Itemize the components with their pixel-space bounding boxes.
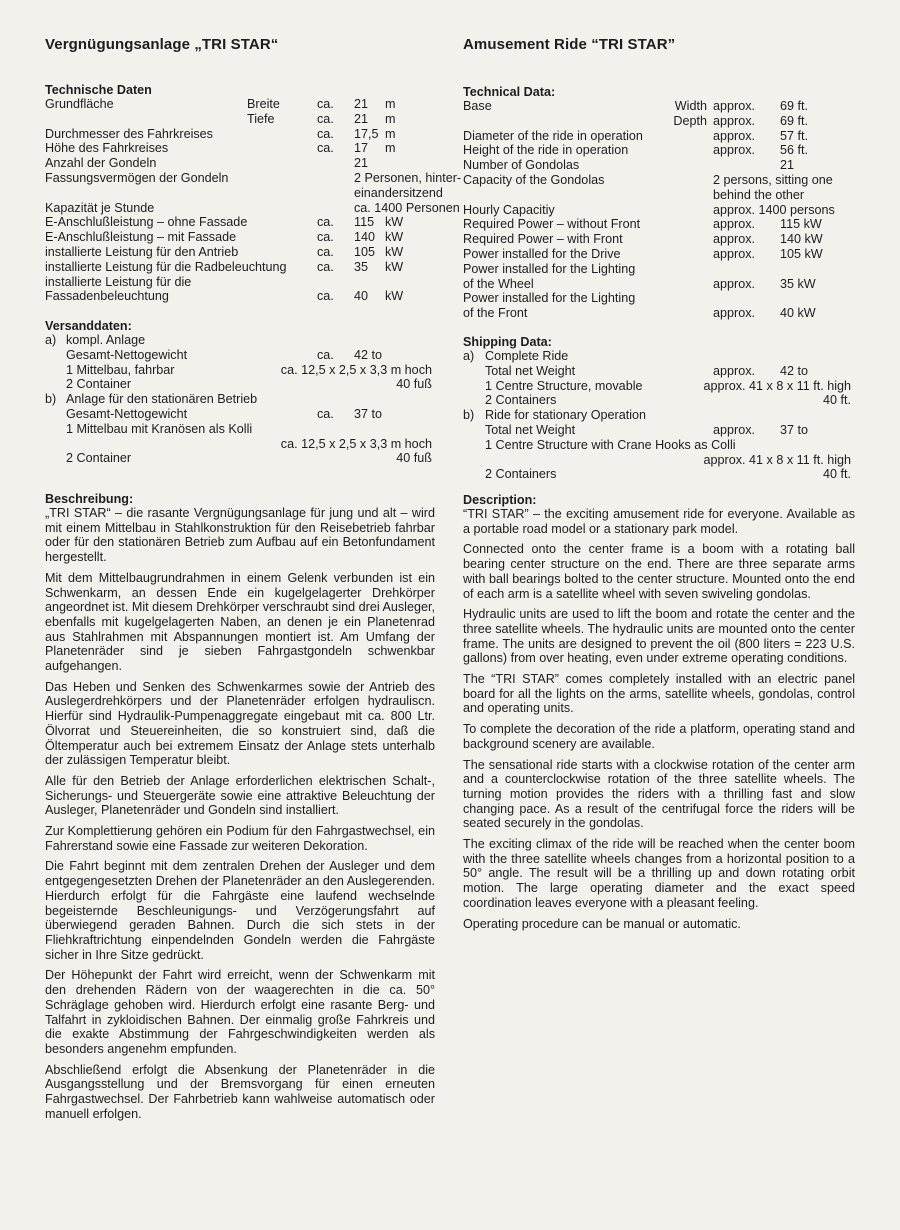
- spec-row: [463, 247, 855, 262]
- ship-value: 42 to: [354, 347, 383, 362]
- ship-row: [45, 437, 435, 452]
- spec-label: installierte Leistung für die Radbeleuchtung: [45, 259, 287, 274]
- spec-row: [463, 158, 855, 173]
- ship-detail: 2 Containers: [485, 393, 557, 408]
- spec-approx: behind the other: [713, 187, 805, 202]
- description-paragraph: Alle für den Betrieb der Anlage erforderlichen elektrischen Schalt-, Sicherungs- und Steuergeräte sowie eine attraktive Beleuchtung der Ausleger, Planetenräder und Gondeln sind installiert.: [45, 773, 435, 818]
- ship-detail: Total net Weight: [485, 363, 576, 378]
- spec-label: Fassadenbeleuchtung: [45, 289, 169, 304]
- spec-label: Höhe des Fahrkreises: [45, 141, 169, 156]
- spec-value: einandersitzend: [354, 185, 443, 200]
- spec-value: 105: [354, 244, 376, 259]
- spec-value: 69 ft.: [780, 99, 809, 113]
- spec-label: Height of the ride in operation: [463, 143, 629, 158]
- spec-approx: approx.: [713, 99, 756, 113]
- spec-label: Base: [463, 99, 492, 113]
- ship-row: [463, 364, 855, 379]
- german-tech-heading: Technische Daten: [45, 83, 152, 97]
- spec-value: 2 Personen, hinter-: [354, 170, 462, 185]
- spec-value: 21: [354, 111, 369, 126]
- ship-value: approx. 41 x 8 x 11 ft. high: [703, 452, 851, 467]
- spec-approx: ca.: [317, 215, 334, 230]
- ship-item: Anlage für den stationären Betrieb: [66, 392, 258, 407]
- spec-label: Capacity of the Gondolas: [463, 172, 605, 187]
- ship-value: 40 ft.: [822, 467, 851, 482]
- ship-value: 40 fuß: [396, 377, 432, 392]
- ship-detail: 1 Centre Structure, movable: [485, 378, 643, 393]
- spec-label: Required Power – with Front: [463, 232, 623, 247]
- ship-value: 37 to: [354, 406, 383, 421]
- spec-row: [463, 291, 855, 306]
- spec-value: 57 ft.: [780, 128, 809, 143]
- spec-unit: kW: [385, 244, 404, 259]
- spec-row: [463, 203, 855, 218]
- spec-unit: m: [385, 111, 396, 126]
- german-shipping-heading: Versanddaten:: [45, 319, 132, 333]
- spec-label: E-Anschlußleistung – ohne Fassade: [45, 215, 248, 230]
- spec-label: of the Front: [463, 306, 528, 321]
- spec-approx: ca.: [317, 111, 334, 126]
- description-paragraph: The sensational ride starts with a clockwise rotation of the center arm and a counterclockwise rotation of the three satellite wheels. The turning motion provides the riders with a thrilling fast and slow changing pace. As a result of the centrifugal force the riders will be seated securely in the gondolas.: [463, 757, 855, 831]
- german-description: [45, 506, 435, 1127]
- spec-label: Hourly Capacitiy: [463, 202, 555, 217]
- spec-value: 21: [354, 97, 369, 111]
- description-paragraph: Die Fahrt beginnt mit dem zentralen Drehen der Ausleger und dem entgegengesetzten Drehen der Planetenräder an den Auslegerenden. Hierdurch erfolgt für die Fahrgäste eine laufend wechselnde begeisternde Beschleunigungs- und Verzögerungsfahrt auf überwiegend geraden Bahnen. Durch die sich stets in der Fliehkraftrichtung einpendelnden Gondeln werden die Fahrgäste sicher in Ihre Sitze gedrückt.: [45, 859, 435, 962]
- spec-value: 21: [354, 156, 369, 171]
- spec-unit: kW: [385, 230, 404, 245]
- description-paragraph: Das Heben und Senken des Schwenkarmes sowie der Antrieb des Auslegerdrehkörpers und der Planetenräder erfolgen hydrauliscn. Hierfür sind Hydraulik-Pumpenaggregate eingebaut mit ca. 800 Ltr. Ölvorrat und Steuereinheiten, die so konstruiert sind, daß die Öltemperatur auch bei extremem Einsatz der Anlage stets unterhalb der zulässigen Temperatur bleibt.: [45, 679, 435, 768]
- spec-unit: m: [385, 141, 396, 156]
- spec-row: [463, 188, 855, 203]
- spec-sublabel: Width: [674, 99, 707, 113]
- spec-label: Diameter of the ride in operation: [463, 128, 643, 143]
- spec-row: [45, 97, 435, 112]
- spec-row: [45, 245, 435, 260]
- ship-row: [463, 379, 855, 394]
- spec-unit: m: [385, 97, 396, 111]
- spec-unit: kW: [385, 215, 404, 230]
- spec-value: 17: [354, 141, 369, 156]
- spec-label: Number of Gondolas: [463, 158, 580, 173]
- ship-item: Complete Ride: [485, 349, 569, 363]
- spec-approx: 2 persons, sitting one: [713, 172, 833, 187]
- ship-marker: a): [45, 333, 57, 347]
- description-paragraph: Connected onto the center frame is a boom with a rotating ball bearing center structure on the end. There are three separate arms with ball bearings bolted to the center structure. Mounted onto the end of each arm is a satellite wheel with seven swiveling gondolas.: [463, 542, 855, 601]
- spec-value: 140 kW: [780, 232, 823, 247]
- spec-sublabel: Depth: [673, 113, 707, 128]
- spec-label: installierte Leistung für den Antrieb: [45, 244, 239, 259]
- spec-approx: approx.: [713, 128, 756, 143]
- spec-approx: approx.: [713, 217, 756, 232]
- ship-row: [463, 453, 855, 468]
- german-description-heading: Beschreibung:: [45, 492, 134, 506]
- spec-row: [463, 262, 855, 277]
- ship-value: 40 fuß: [396, 451, 432, 466]
- spec-value: 21: [780, 158, 795, 173]
- spec-row: [463, 217, 855, 232]
- spec-row: [45, 170, 462, 186]
- spec-value: 105 kW: [780, 246, 823, 261]
- spec-row: [463, 232, 855, 247]
- english-tech-table: [463, 99, 855, 321]
- ship-detail: Total net Weight: [485, 422, 576, 437]
- spec-value: 35: [354, 259, 369, 274]
- spec-sublabel: Breite: [247, 97, 280, 111]
- ship-row: [45, 333, 435, 348]
- description-paragraph: To complete the decoration of the ride a platform, operating stand and background scenery are available.: [463, 722, 855, 751]
- german-title: Vergnügungsanlage „TRI STAR“: [45, 36, 279, 53]
- spec-label: Grundfläche: [45, 97, 114, 111]
- ship-row: [45, 422, 435, 437]
- ship-approx: ca.: [317, 406, 334, 421]
- spec-approx: approx.: [713, 113, 756, 128]
- ship-value: ca. 12,5 x 2,5 x 3,3 m hoch: [280, 362, 432, 377]
- ship-approx: approx.: [713, 363, 756, 378]
- spec-value: ca. 1400 Personen: [354, 200, 460, 215]
- spec-unit: kW: [385, 259, 404, 274]
- spec-approx: approx.: [713, 276, 756, 291]
- spec-approx: ca.: [317, 141, 334, 156]
- spec-row: [45, 260, 435, 275]
- ship-row: [463, 438, 855, 453]
- spec-row: [463, 99, 855, 114]
- ship-row: [45, 392, 435, 407]
- spec-row: [45, 215, 435, 230]
- ship-detail: 2 Container: [66, 377, 132, 392]
- spec-value: 56 ft.: [780, 143, 809, 158]
- spec-value: 115: [354, 215, 375, 230]
- description-paragraph: “TRI STAR” – the exciting amusement ride for everyone. Available as a portable road model or a stationary park model.: [463, 507, 855, 536]
- ship-row: [463, 393, 855, 408]
- spec-label: Fassungsvermögen der Gondeln: [45, 170, 229, 185]
- ship-marker: b): [463, 408, 475, 423]
- ship-row: [463, 467, 855, 482]
- ship-row: [463, 408, 855, 423]
- ship-marker: a): [463, 349, 475, 363]
- spec-label: Anzahl der Gondeln: [45, 156, 157, 171]
- spec-unit: m: [385, 126, 396, 141]
- description-paragraph: Mit dem Mittelbaugrundrahmen in einem Gelenk verbunden ist ein Schwenkarm, an dessen Ende ein kugelgelagerter Drehkörper angeordnet ist. Mit diesem Drehkörper verschraubt sind drei Ausleger, ebenfalls mit kugelgelagerten Naben, an denen je ein Planetenrad aus Stahlrahmen mit Abspannungen montiert ist. Am Umfang der Planetenräder sind je sieben Fahrgastgondeln schwenkbar aufgehangen.: [45, 570, 435, 674]
- ship-detail: Gesamt-Nettogewicht: [66, 347, 188, 362]
- spec-approx: approx.: [713, 143, 756, 158]
- spec-approx: ca.: [317, 126, 334, 141]
- ship-marker: b): [45, 392, 57, 407]
- description-paragraph: Zur Komplettierung gehören ein Podium für den Fahrgastwechsel, ein Fahrerstand sowie eine Fassade zur weiteren Dekoration.: [45, 824, 435, 853]
- ship-row: [45, 451, 435, 466]
- spec-label: Power installed for the Lighting: [463, 291, 636, 306]
- spec-row: [45, 127, 435, 142]
- spec-approx: ca.: [317, 244, 334, 259]
- spec-approx: ca.: [317, 230, 334, 245]
- spec-value: 17,5: [354, 126, 379, 141]
- spec-approx: ca.: [317, 289, 334, 304]
- spec-approx: approx. 1400 persons: [713, 202, 835, 217]
- ship-row: [45, 363, 435, 378]
- spec-row: [463, 306, 855, 321]
- ship-detail: 2 Containers: [485, 467, 557, 482]
- ship-value: ca. 12,5 x 2,5 x 3,3 m hoch: [280, 436, 432, 451]
- spec-label: Durchmesser des Fahrkreises: [45, 126, 213, 141]
- english-description-heading: Description:: [463, 493, 537, 507]
- spec-row: [45, 230, 435, 245]
- spec-sublabel: Tiefe: [247, 111, 275, 126]
- english-shipping-heading: Shipping Data:: [463, 335, 552, 349]
- ship-detail: 1 Mittelbau mit Kranösen als Kolli: [66, 421, 253, 436]
- spec-label: installierte Leistung für die: [45, 274, 192, 289]
- spec-value: 69 ft.: [780, 113, 809, 128]
- spec-row: [45, 141, 435, 156]
- spec-label: Kapazität je Stunde: [45, 200, 155, 215]
- ship-detail: 1 Centre Structure with Crane Hooks as Colli: [485, 437, 736, 452]
- ship-item: kompl. Anlage: [66, 333, 146, 347]
- spec-value: 115 kW: [780, 217, 822, 232]
- ship-detail: Gesamt-Nettogewicht: [66, 406, 188, 421]
- description-paragraph: The exciting climax of the ride will be reached when the center boom with the three satellite wheels changes from a horizontal position to a 50° angle. The result will be a thrilling up and down rotating orbit motion. The large operating diameter and the exact speed coordination leaves everyone with a pleasant feeling.: [463, 837, 855, 910]
- ship-value: approx. 41 x 8 x 11 ft. high: [703, 378, 851, 393]
- spec-row: [463, 143, 855, 158]
- spec-row: [463, 173, 855, 188]
- spec-row: [463, 114, 855, 129]
- english-tech-heading: Technical Data:: [463, 85, 556, 99]
- spec-label: Power installed for the Lighting: [463, 261, 636, 276]
- spec-value: 40 kW: [780, 306, 816, 321]
- spec-approx: approx.: [713, 232, 756, 247]
- spec-row: [45, 112, 435, 127]
- spec-label: Power installed for the Drive: [463, 246, 621, 261]
- ship-approx: approx.: [713, 422, 756, 437]
- description-paragraph: Abschließend erfolgt die Absenkung der Planetenräder in die Ausgangsstellung und der Bremsvorgang für einen erneuten Fahrgastwechsel. Der Fahrbetrieb kann wahlweise automatisch oder manuell erfolgen.: [45, 1062, 435, 1121]
- description-paragraph: „TRI STAR“ – die rasante Vergnügungsanlage für jung und alt – wird mit einem Mittelbau in Stahlkonstruktion für den Reisebetrieb fahrbar oder für den stationären Betrieb zum Aufbau auf ein Betonfundament hergestellt.: [45, 506, 435, 565]
- description-paragraph: Der Höhepunkt der Fahrt wird erreicht, wenn der Schwenkarm mit den drehenden Rädern von der waagerechten in die ca. 50° Schräglage gehoben wird. Hierdurch erfolgt eine rasante Berg- und Talfahrt in zykloidischen Bahnen. Der einmalig große Fahrkreis und die exakte Abstimmung der Fahrgeschwindigkeiten werden als besonders angenehm empfunden.: [45, 968, 435, 1056]
- german-tech-table: [45, 97, 462, 304]
- ship-value: 37 to: [780, 422, 809, 437]
- spec-value: 140: [354, 230, 376, 245]
- spec-row: [45, 275, 435, 290]
- spec-row: [45, 185, 443, 201]
- ship-value: 42 to: [780, 363, 809, 378]
- ship-row: [463, 349, 855, 364]
- spec-label: of the Wheel: [463, 276, 534, 291]
- spec-label: E-Anschlußleistung – mit Fassade: [45, 230, 237, 245]
- ship-approx: ca.: [317, 347, 334, 362]
- ship-row: [463, 423, 855, 438]
- ship-item: Ride for stationary Operation: [485, 408, 647, 423]
- spec-row: [463, 129, 855, 144]
- ship-detail: 1 Mittelbau, fahrbar: [66, 362, 175, 377]
- spec-approx: ca.: [317, 97, 334, 111]
- spec-value: 35 kW: [780, 276, 816, 291]
- ship-value: 40 ft.: [822, 393, 851, 408]
- spec-value: 40: [354, 289, 369, 304]
- ship-row: [45, 407, 435, 422]
- english-description: [463, 507, 855, 937]
- description-paragraph: Hydraulic units are used to lift the boom and rotate the center and the three satellite wheels. The hydraulic units are mounted onto the center frame. The units are designed to prevent the oil (800 liters = 223 U.S. gallons) from over heating, even under extreme operating conditions.: [463, 607, 855, 666]
- spec-label: Required Power – without Front: [463, 217, 641, 232]
- german-shipping-table: [45, 333, 435, 466]
- spec-row: [45, 289, 435, 304]
- english-shipping-table: [463, 349, 855, 482]
- spec-row: [463, 277, 855, 292]
- spec-approx: approx.: [713, 246, 756, 261]
- spec-row: [45, 156, 435, 171]
- ship-row: [45, 348, 435, 363]
- ship-detail: 2 Container: [66, 451, 132, 466]
- description-paragraph: The “TRI STAR” comes completely installed with an electric panel board for all the lights on the arms, satellite wheels, gondolas, control and operating units.: [463, 672, 855, 716]
- spec-approx: approx.: [713, 306, 756, 321]
- spec-approx: ca.: [317, 259, 334, 274]
- spec-row: [45, 200, 460, 216]
- english-title: Amusement Ride “TRI STAR”: [463, 36, 676, 53]
- description-paragraph: Operating procedure can be manual or automatic.: [463, 916, 741, 931]
- spec-unit: kW: [385, 289, 404, 304]
- ship-row: [45, 377, 435, 392]
